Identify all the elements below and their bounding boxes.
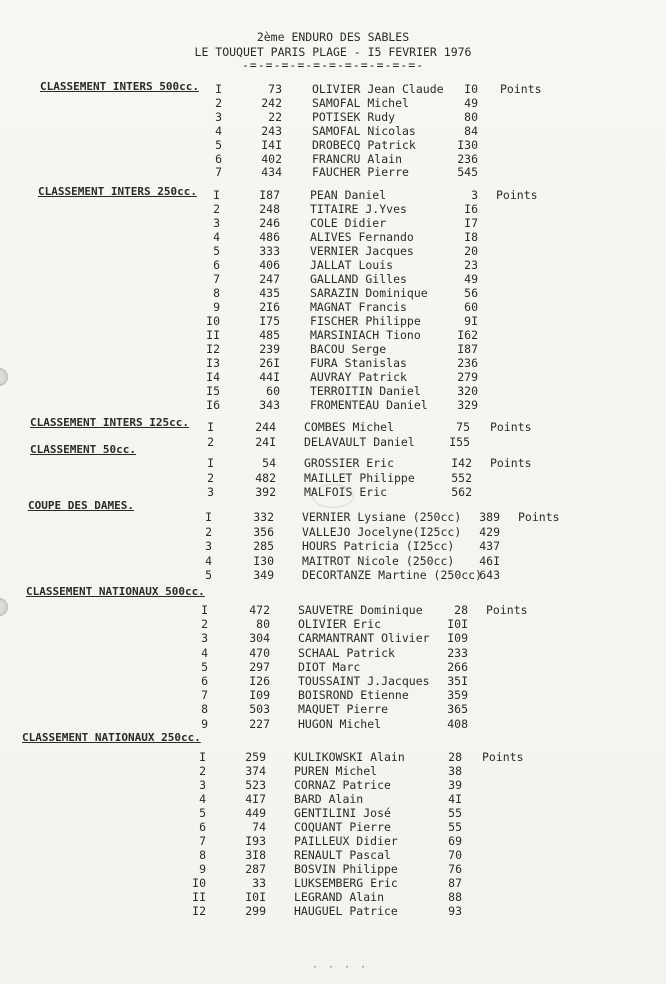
bib-number: I4I [261,137,282,152]
rider-name: MAQUET Pierre [298,702,389,717]
result-row [0,862,666,876]
points: 320 [457,384,478,398]
rider-name: TOUSSAINT J.Jacques [298,674,430,688]
header-rule: -=-=-=-=-=-=-=-=-=-=-=- [241,58,425,72]
bib-number: 4I7 [245,792,266,806]
result-row [0,510,666,524]
rank: 9 [199,862,206,876]
result-row [0,660,666,674]
result-row [0,300,666,314]
bib-number: 80 [256,617,270,632]
rider-name: TERROITIN Daniel [310,384,421,398]
rider-name: LUKSEMBERG Eric [294,876,398,890]
points: 39 [448,778,462,792]
points: 46I [479,553,500,568]
result-row [0,674,666,688]
result-row [0,314,666,328]
points: I8 [464,230,478,244]
result-row [0,876,666,890]
result-row [0,717,666,731]
bib-number: 523 [245,778,266,792]
result-row [0,328,666,342]
points: I0I [447,617,468,632]
result-row [0,82,666,96]
rider-name: POTISEK Rudy [312,109,396,124]
rider-name: TITAIRE J.Yves [310,202,407,216]
result-row [0,152,666,166]
bib-number: 244 [255,420,276,434]
rider-name: CARMANTRANT Olivier [298,631,430,646]
bib-number: 304 [249,631,270,646]
rider-name: SARAZIN Dominique [310,286,428,300]
section-title: CLASSEMENT NATIONAUX 500cc. [26,585,205,598]
bib-number: I87 [259,188,280,202]
bib-number: 285 [253,539,274,554]
bib-number: 243 [261,123,282,138]
result-row [0,764,666,778]
rank: 4 [205,553,212,568]
points: 80 [464,109,478,124]
points: 23 [464,258,478,272]
points: 49 [464,272,478,286]
rider-name: HOURS Patricia (I25cc) [302,539,455,554]
rider-name: PUREN Michel [294,764,378,778]
points-label: Points [490,456,532,470]
points: 38 [448,764,462,778]
bib-number: 470 [249,645,270,660]
rank: 9 [213,300,220,314]
result-row [0,420,666,434]
points: 93 [448,904,462,918]
rank: 2 [205,524,212,539]
rank: I [207,456,214,470]
points: 562 [451,485,472,499]
points: 28 [448,750,462,764]
result-row [0,258,666,272]
section-title: CLASSEMENT 50cc. [30,443,136,456]
result-row [0,124,666,138]
result-row [0,216,666,230]
rider-name: RENAULT Pascal [294,848,391,862]
rider-name: DECORTANZE Martine (250cc) [302,568,483,583]
rider-name: CORNAZ Patrice [294,778,391,792]
rank: I [213,188,220,202]
rank: 5 [201,659,208,674]
points: I55 [449,434,470,449]
result-row [0,702,666,716]
points: 49 [464,95,478,110]
rank: 4 [215,123,222,138]
bib-number: 333 [259,244,280,258]
points: 236 [457,151,478,166]
rank: I0 [192,876,206,890]
rider-name: BARD Alain [294,792,364,806]
rider-name: BACOU Serge [310,342,387,356]
rider-name: DELAVAULT Daniel [304,434,415,449]
points: 429 [479,524,500,539]
result-row [0,792,666,806]
rider-name: MALFOIS Eric [304,485,388,499]
result-row [0,617,666,631]
rank: 7 [215,165,222,180]
bib-number: 449 [245,806,266,820]
rank: 9 [201,716,208,731]
rider-name: LEGRAND Alain [294,890,385,904]
result-row [0,554,666,568]
result-row [0,370,666,384]
section-title: CLASSEMENT NATIONAUX 250cc. [22,731,201,744]
rider-name: MAILLET Philippe [304,470,415,485]
result-row [0,750,666,764]
result-row [0,834,666,848]
rank: 7 [201,688,208,703]
bib-number: 259 [245,750,266,764]
points: 266 [447,659,468,674]
rider-name: VALLEJO Jocelyne(I25cc) [302,524,462,539]
rank: 3 [215,109,222,124]
result-row [0,230,666,244]
rank: I4 [206,370,220,384]
bib-number: 247 [259,272,280,286]
result-row [0,398,666,412]
result-row [0,244,666,258]
rider-name: FISCHER Philippe [310,314,421,328]
points: 84 [464,123,478,138]
section-title: CLASSEMENT INTERS 500cc. [40,80,199,93]
rider-name: FURA Stanislas [310,356,407,370]
bib-number: 248 [259,202,280,216]
points: 28 [454,603,468,617]
result-row [0,456,666,470]
section-title: CLASSEMENT INTERS 250cc. [38,185,197,198]
bib-number: 26I [259,356,280,370]
result-row [0,138,666,152]
event-subtitle: LE TOUQUET PARIS PLAGE - I5 FEVRIER 1976 [194,45,472,59]
rider-name: FROMENTEAU Daniel [310,398,428,412]
bib-number: 239 [259,342,280,356]
result-row [0,96,666,110]
rider-name: DIOT Marc [298,659,361,674]
rider-name: BOSVIN Philippe [294,862,398,876]
rider-name: FAUCHER Pierre [312,165,409,180]
rider-name: BOISROND Etienne [298,688,409,703]
rank: 8 [201,702,208,717]
points-label: Points [518,510,560,524]
bib-number: 356 [253,524,274,539]
points: 329 [457,398,478,412]
rank: I6 [206,398,220,412]
rank: 2 [207,434,214,449]
points: 545 [457,165,478,180]
rider-name: HUGON Michel [298,716,382,731]
rider-name: JALLAT Louis [310,258,394,272]
rank: 5 [213,244,220,258]
rank: 3 [207,485,214,499]
rank: 3 [213,216,220,230]
rank: 6 [213,258,220,272]
result-row [0,820,666,834]
rider-name: KULIKOWSKI Alain [294,750,405,764]
rank: 7 [199,834,206,848]
points: 55 [448,806,462,820]
points: I6 [464,202,478,216]
result-row [0,778,666,792]
points: 643 [479,568,500,583]
result-row [0,806,666,820]
rank: I [201,603,208,617]
points-label: Points [486,603,528,617]
rider-name: HAUGUEL Patrice [294,904,398,918]
bib-number: 3I8 [245,848,266,862]
result-row [0,525,666,539]
rider-name: SAMOFAL Nicolas [312,123,416,138]
bib-number: 392 [255,485,276,499]
rider-name: GALLAND Gilles [310,272,407,286]
bib-number: 434 [261,165,282,180]
rider-name: SCHAAL Patrick [298,645,395,660]
bib-number: 332 [253,510,274,524]
rider-name: GENTILINI José [294,806,391,820]
points: 56 [464,286,478,300]
bib-number: 287 [245,862,266,876]
rider-name: MAGNAT Francis [310,300,407,314]
points: I7 [464,216,478,230]
rank: 2 [199,764,206,778]
rank: 4 [199,792,206,806]
rank: 2 [207,470,214,485]
result-row [0,202,666,216]
rank: 6 [199,820,206,834]
bib-number: 343 [259,398,280,412]
points: 552 [451,470,472,485]
bib-number: 435 [259,286,280,300]
points: 35I [447,674,468,688]
rank: 8 [199,848,206,862]
rider-name: OLIVIER Jean Claude [312,82,444,96]
bib-number: 22 [268,109,282,124]
points: 408 [447,716,468,731]
points: 75 [456,420,470,434]
result-row [0,356,666,370]
rank: II [192,890,206,904]
bib-number: 299 [245,904,266,918]
points: I09 [447,631,468,646]
bib-number: 24I [255,434,276,449]
result-row [0,631,666,645]
rider-name: PAILLEUX Didier [294,834,398,848]
result-row [0,165,666,179]
bib-number: 472 [249,603,270,617]
result-row [0,188,666,202]
bib-number: 503 [249,702,270,717]
bib-number: I93 [245,834,266,848]
section-title: COUPE DES DAMES. [28,499,134,512]
bib-number: I09 [249,688,270,703]
rider-name: SAMOFAL Michel [312,95,409,110]
rider-name: VERNIER Jacques [310,244,414,258]
result-row [0,904,666,918]
bib-number: 374 [245,764,266,778]
rank: 4 [213,230,220,244]
rank: 5 [205,568,212,583]
rider-name: SAUVETRE Dominique [298,603,423,617]
points: 437 [479,539,500,554]
points: 70 [448,848,462,862]
bib-number: 486 [259,230,280,244]
points: 69 [448,834,462,848]
points: I42 [451,456,472,470]
result-row [0,603,666,617]
points: 359 [447,688,468,703]
bib-number: 73 [268,82,282,96]
result-row [0,688,666,702]
bib-number: 33 [252,876,266,890]
rider-name: FRANCRU Alain [312,151,403,166]
result-row [0,890,666,904]
rank: 7 [213,272,220,286]
points: 88 [448,890,462,904]
rank: 8 [213,286,220,300]
rank: 6 [215,151,222,166]
section-title: CLASSEMENT INTERS I25cc. [30,416,189,429]
rider-name: DROBECQ Patrick [312,137,416,152]
bib-number: I0I [245,890,266,904]
bib-number: 2I6 [259,300,280,314]
bib-number: 482 [255,470,276,485]
rank: 4 [201,645,208,660]
points: 60 [464,300,478,314]
result-row [0,568,666,582]
result-row [0,110,666,124]
rider-name: COLE Didier [310,216,387,230]
bib-number: 74 [252,820,266,834]
points: 4I [448,792,462,806]
bib-number: 297 [249,659,270,674]
rank: I2 [206,342,220,356]
points-label: Points [482,750,524,764]
rank: 3 [199,778,206,792]
points: 20 [464,244,478,258]
result-row [0,384,666,398]
result-row [0,471,666,485]
rider-name: ALIVES Fernando [310,230,414,244]
bib-number: 349 [253,568,274,583]
event-title: 2ème ENDURO DES SABLES [256,30,410,44]
bib-number: 485 [259,328,280,342]
result-row [0,342,666,356]
bib-number: 242 [261,95,282,110]
rank: I2 [192,904,206,918]
bib-number: 246 [259,216,280,230]
rank: I0 [206,314,220,328]
page-footer-mark: · · · · [312,962,369,973]
result-row [0,272,666,286]
points: 279 [457,370,478,384]
points: 365 [447,702,468,717]
rider-name: MARSINIACH Tiono [310,328,421,342]
points: 389 [479,510,500,524]
points: 87 [448,876,462,890]
rank: 5 [199,806,206,820]
points: I62 [457,328,478,342]
rider-name: PEAN Daniel [310,188,387,202]
points: 236 [457,356,478,370]
rider-name: OLIVIER Eric [298,617,382,632]
points: I30 [457,137,478,152]
bib-number: I26 [249,674,270,688]
rank: I [207,420,214,434]
points: 9I [464,314,478,328]
rider-name: MAITROT Nicole (250cc) [302,553,455,568]
result-row [0,485,666,499]
rank: I5 [206,384,220,398]
rider-name: COMBES Michel [304,420,395,434]
rank: I [205,510,212,524]
bib-number: 406 [259,258,280,272]
points: 233 [447,645,468,660]
points-label: Points [500,82,542,96]
points: I87 [457,342,478,356]
result-row [0,539,666,553]
rank: I [215,82,222,96]
bib-number: 44I [259,370,280,384]
points: 76 [448,862,462,876]
bib-number: 227 [249,716,270,731]
rank: II [206,328,220,342]
points-label: Points [490,420,532,434]
rank: 2 [215,95,222,110]
points: I0 [464,82,478,96]
points: 3 [471,188,478,202]
rider-name: COQUANT Pierre [294,820,391,834]
rank: 3 [201,631,208,646]
result-row [0,646,666,660]
points: 55 [448,820,462,834]
rider-name: VERNIER Lysiane (250cc) [302,510,462,524]
rank: I [199,750,206,764]
result-row [0,286,666,300]
result-row [0,848,666,862]
bib-number: 402 [261,151,282,166]
rank: 5 [215,137,222,152]
rank: 2 [213,202,220,216]
rank: 6 [201,674,208,688]
bib-number: I30 [253,553,274,568]
rank: 3 [205,539,212,554]
rank: 2 [201,617,208,632]
bib-number: I75 [259,314,280,328]
rider-name: AUVRAY Patrick [310,370,407,384]
rider-name: GROSSIER Eric [304,456,395,470]
points-label: Points [496,188,538,202]
rank: I3 [206,356,220,370]
bib-number: 60 [266,384,280,398]
bib-number: 54 [262,456,276,470]
